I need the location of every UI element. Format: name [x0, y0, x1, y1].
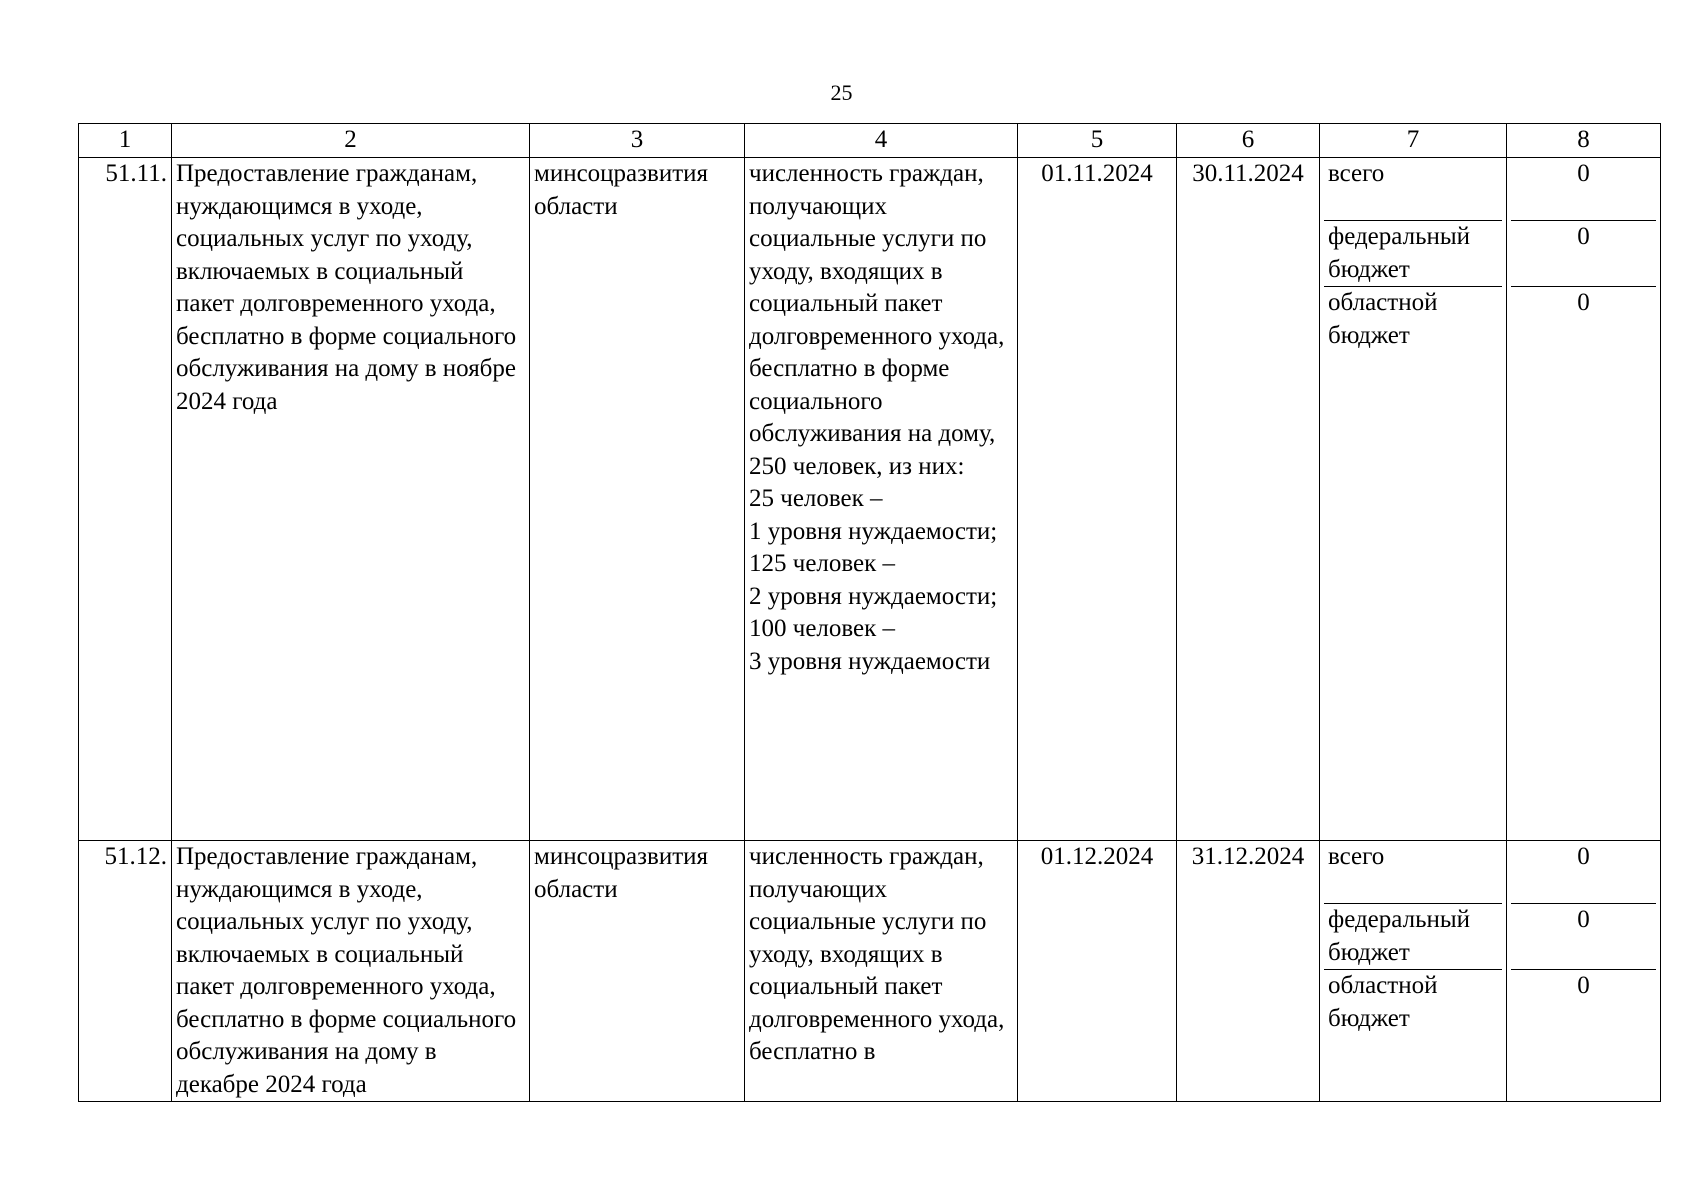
funding-amounts: [1507, 841, 1661, 1102]
funding-sources: [1320, 158, 1507, 841]
column-header: 8: [1507, 124, 1661, 158]
indicator-item: 3 уровня нуждаемости: [749, 647, 991, 675]
column-header: 3: [530, 124, 745, 158]
indicator-cell: [745, 158, 1018, 841]
funding-amount: 0: [1577, 972, 1590, 999]
column-header: 4: [745, 124, 1018, 158]
table-row: [79, 158, 1661, 841]
funding-amounts: [1507, 158, 1661, 841]
end-date: 31.12.2024: [1177, 841, 1320, 1102]
column-header: 6: [1177, 124, 1320, 158]
funding-amount: 0: [1511, 221, 1656, 287]
column-header: 7: [1320, 124, 1507, 158]
start-date: 01.12.2024: [1018, 841, 1177, 1102]
indicator-item: 100 человек –: [749, 615, 896, 642]
funding-source: федеральный бюджет: [1324, 221, 1502, 287]
indicator-item: 1 уровня нуждаемости;: [749, 517, 998, 545]
column-header: 5: [1018, 124, 1177, 158]
measure-text: Предоставление гражданам, нуждающимся в уходе, социальных услуг по уходу, включаемых в социальный пакет долговременного ухода, бесплатно в форме социального обслуживания на дому в декабре 2024 года: [172, 841, 530, 1102]
page-number: 25: [830, 80, 853, 105]
row-number: 51.12.: [79, 841, 172, 1102]
funding-amount: 0: [1511, 841, 1656, 904]
indicator-item: 125 человек –: [749, 550, 896, 577]
plan-table: [78, 123, 1661, 1102]
funding-sources: [1320, 841, 1507, 1102]
funding-source: всего: [1324, 158, 1502, 221]
funding-amount: 0: [1511, 904, 1656, 970]
funding-amount: 0: [1577, 289, 1590, 316]
executor-text: минсоцразвития области: [530, 158, 745, 841]
funding-source: всего: [1324, 841, 1502, 904]
funding-source: областной бюджет: [1328, 972, 1438, 1032]
indicator-text: численность граждан, получающих социальные услуги по уходу, входящих в социальный пакет долговременного ухода, бесплатно в: [745, 841, 1018, 1102]
indicator-breakdown: [749, 483, 1013, 678]
funding-source: областной бюджет: [1328, 289, 1438, 349]
executor-text: минсоцразвития области: [530, 841, 745, 1102]
column-header: 1: [79, 124, 172, 158]
measure-text: Предоставление гражданам, нуждающимся в уходе, социальных услуг по уходу, включаемых в социальный пакет долговременного ухода, бесплатно в форме социального обслуживания на дому в ноябре 2024 года: [172, 158, 530, 841]
column-header: 2: [172, 124, 530, 158]
funding-amount: 0: [1511, 158, 1656, 221]
indicator-item: 2 уровня нуждаемости;: [749, 582, 998, 610]
start-date: 01.11.2024: [1018, 158, 1177, 841]
table-row: [79, 841, 1661, 1102]
funding-source: федеральный бюджет: [1324, 904, 1502, 970]
row-number: 51.11.: [79, 158, 172, 841]
indicator-text: численность граждан, получающих социальные услуги по уходу, входящих в социальный пакет долговременного ухода, бесплатно в форме социального обслуживания на дому, 250 человек, из них:: [749, 160, 1005, 480]
column-number-row: [79, 124, 1661, 158]
indicator-item: 25 человек –: [749, 485, 883, 512]
end-date: 30.11.2024: [1177, 158, 1320, 841]
